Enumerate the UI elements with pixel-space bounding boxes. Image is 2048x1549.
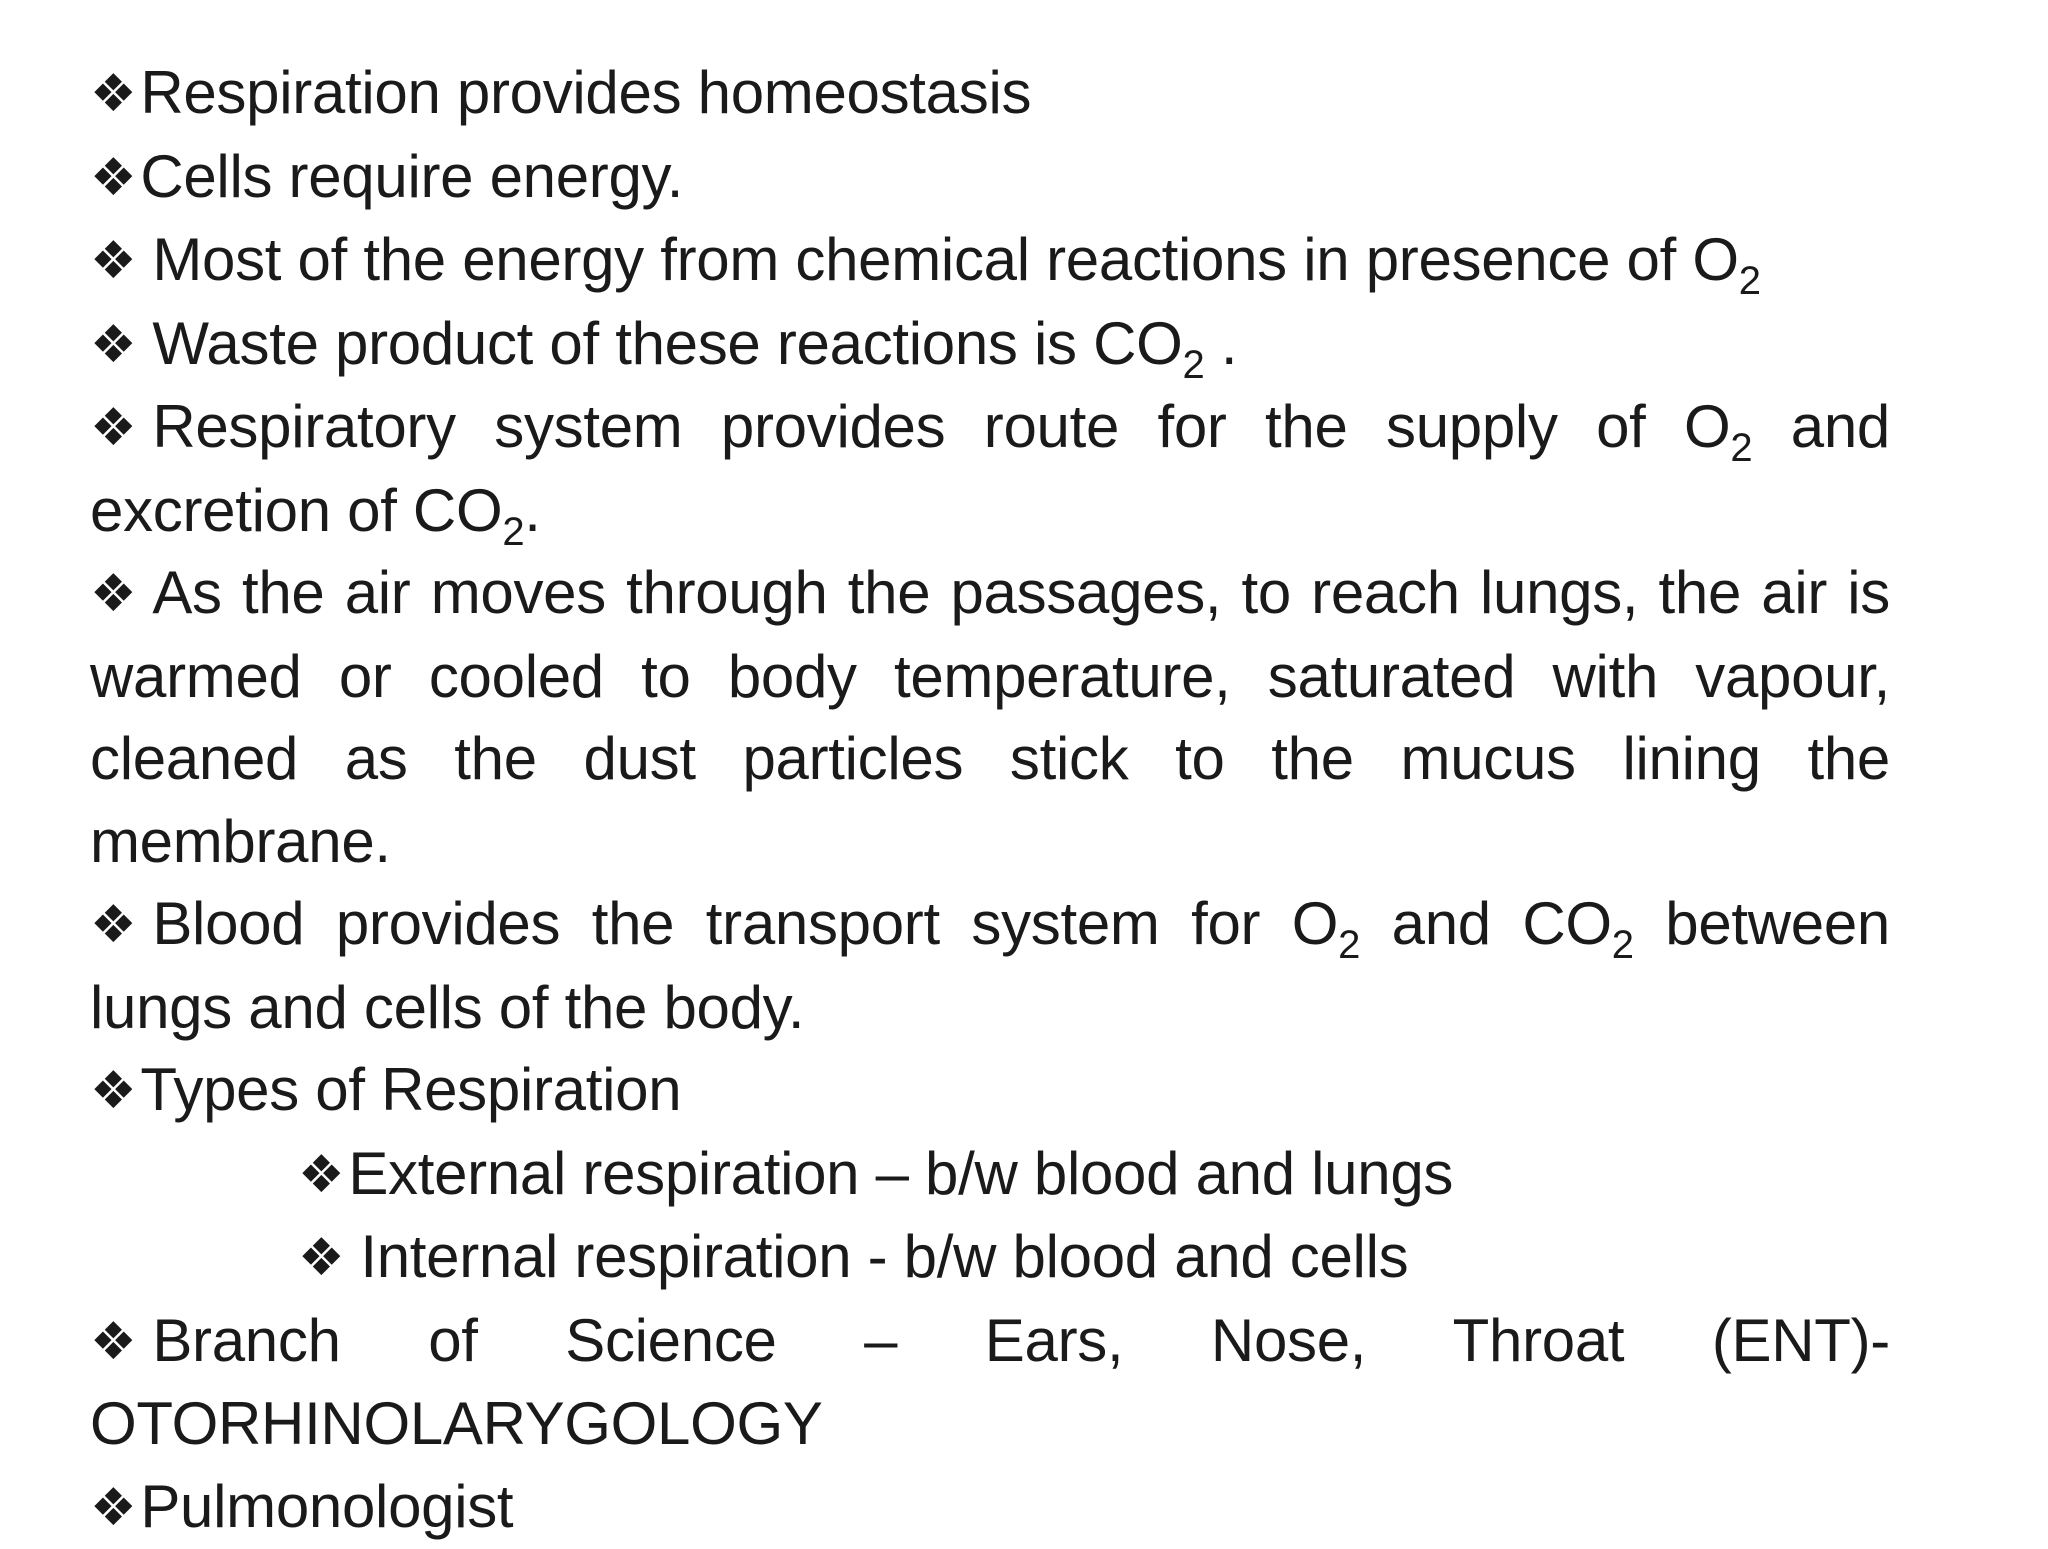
sub-bullet-external-respiration xyxy=(90,1133,1890,1217)
bullet-text: Pulmonologist xyxy=(140,1473,513,1540)
bullet-text: Blood provides the transport system for O xyxy=(152,890,1338,957)
diamond-bullet-icon: ❖ xyxy=(298,1217,344,1300)
diamond-bullet-icon: ❖ xyxy=(90,1050,136,1133)
subscript: 2 xyxy=(1730,426,1752,470)
diamond-bullet-icon: ❖ xyxy=(90,1467,136,1549)
bullet-text-mid: and CO xyxy=(1360,890,1612,957)
diamond-bullet-icon: ❖ xyxy=(298,1134,344,1217)
bullet-blood-transport xyxy=(90,883,1890,1049)
slide-body xyxy=(90,52,1890,1549)
bullet-text: Branch of Science – Ears, Nose, Throat (ENT)- OTORHINOLARYGOLOGY xyxy=(90,1307,1890,1458)
diamond-bullet-icon: ❖ xyxy=(90,137,136,220)
diamond-bullet-icon: ❖ xyxy=(90,53,136,136)
bullet-energy-source xyxy=(90,219,1890,303)
bullet-respiratory-system xyxy=(90,386,1890,552)
bullet-text: Respiratory system provides route for the supply of O xyxy=(152,393,1730,460)
bullet-respiration-homeostasis xyxy=(90,52,1890,136)
sub-bullet-internal-respiration xyxy=(90,1216,1890,1300)
bullet-types-of-respiration xyxy=(90,1049,1890,1133)
subscript: 2 xyxy=(1338,923,1360,967)
bullet-text: Most of the energy from chemical reactions in presence of O xyxy=(152,226,1738,293)
diamond-bullet-icon: ❖ xyxy=(90,884,136,967)
bullet-text: Waste product of these reactions is CO xyxy=(152,310,1182,377)
bullet-text: Respiration provides homeostasis xyxy=(140,59,1031,126)
diamond-bullet-icon: ❖ xyxy=(90,387,136,470)
bullet-text: Internal respiration - b/w blood and cells xyxy=(360,1223,1408,1290)
subscript: 2 xyxy=(1183,343,1205,387)
bullet-cells-energy xyxy=(90,136,1890,220)
bullet-text: As the air moves through the passages, to reach lungs, the air is warmed or cooled to body temperature, saturated with vapour, cleaned as the dust particles stick to the mucus lining the membrane. xyxy=(90,559,1890,875)
diamond-bullet-icon: ❖ xyxy=(90,304,136,387)
bullet-air-passages xyxy=(90,552,1890,883)
subscript: 2 xyxy=(1612,923,1634,967)
bullet-pulmonologist xyxy=(90,1466,1890,1549)
diamond-bullet-icon: ❖ xyxy=(90,1301,136,1384)
bullet-text-tail: . xyxy=(524,477,540,544)
subscript: 2 xyxy=(1739,259,1761,303)
diamond-bullet-icon: ❖ xyxy=(90,553,136,636)
diamond-bullet-icon: ❖ xyxy=(90,220,136,303)
bullet-text-mid: and excretion of CO xyxy=(90,393,1890,544)
bullet-text-tail: between lungs and cells of the body. xyxy=(90,890,1890,1041)
bullet-waste-product xyxy=(90,303,1890,387)
subscript: 2 xyxy=(502,510,524,554)
bullet-text: Cells require energy. xyxy=(140,143,683,210)
bullet-text: Types of Respiration xyxy=(140,1056,681,1123)
bullet-text-tail: . xyxy=(1204,310,1237,377)
bullet-branch-of-science xyxy=(90,1300,1890,1466)
bullet-text: External respiration – b/w blood and lungs xyxy=(348,1140,1453,1207)
